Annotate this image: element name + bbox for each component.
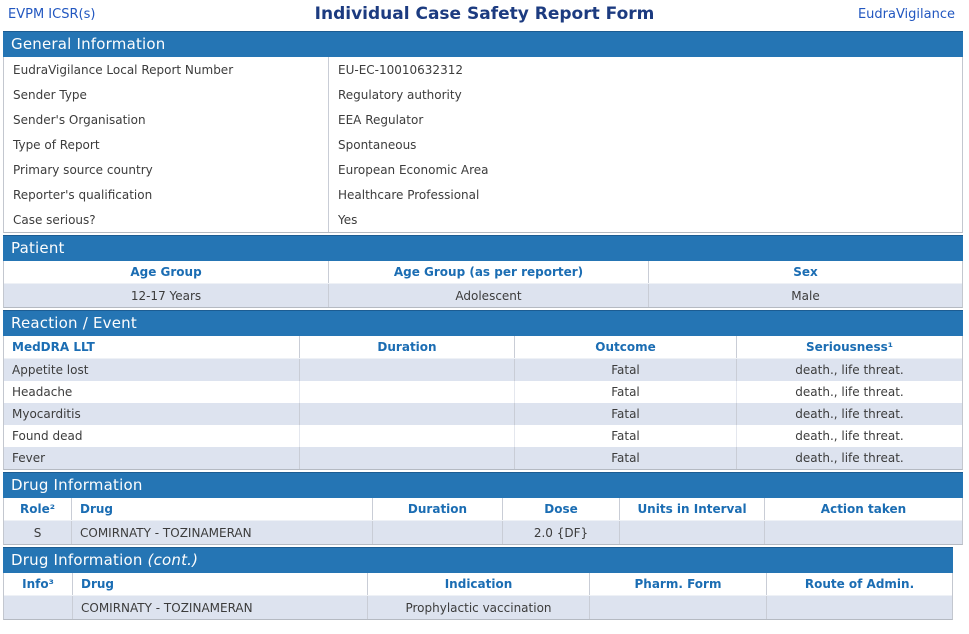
table-row	[4, 107, 962, 132]
duration-value	[372, 521, 502, 544]
pharm-form-value	[589, 596, 766, 619]
section-drug-information-cont	[3, 547, 953, 620]
field-label: Sender's Organisation	[13, 112, 146, 127]
seriousness-value: death., life threat.	[736, 447, 962, 469]
column-header-duration: Duration	[299, 336, 514, 358]
duration-value	[299, 359, 514, 381]
table-row	[4, 157, 962, 182]
column-header-indication: Indication	[367, 573, 589, 595]
indication-value: Prophylactic vaccination	[367, 596, 589, 619]
section-header-patient: Patient	[3, 235, 963, 261]
outcome-value: Fatal	[514, 403, 736, 425]
field-value: EEA Regulator	[328, 107, 962, 132]
outcome-value: Fatal	[514, 381, 736, 403]
reaction-event-table	[3, 336, 963, 470]
field-value: European Economic Area	[328, 157, 962, 182]
column-header-age-group: Age Group	[130, 265, 202, 279]
seriousness-value: death., life threat.	[736, 425, 962, 447]
evpm-icsr-link[interactable]: EVPM ICSR(s)	[8, 7, 96, 22]
units-in-interval-value	[619, 521, 764, 544]
drug-information-table	[3, 498, 963, 545]
seriousness-value: death., life threat.	[736, 403, 962, 425]
field-label: Sender Type	[13, 87, 87, 102]
section-general-information	[3, 31, 963, 233]
column-header-dose: Dose	[502, 498, 619, 520]
column-header-route-of-admin: Route of Admin.	[766, 573, 952, 595]
top-header	[0, 0, 969, 31]
column-header-meddra-llt: MedDRA LLT	[12, 340, 95, 354]
field-value: Healthcare Professional	[328, 182, 962, 207]
field-label: Reporter's qualification	[13, 187, 153, 202]
section-header-drug-information: Drug Information	[3, 472, 963, 498]
eudravigilance-link[interactable]: EudraVigilance	[857, 7, 955, 22]
role-value: S	[33, 525, 42, 540]
column-header-drug: Drug	[71, 498, 372, 520]
drug-name-value: COMIRNATY - TOZINAMERAN	[72, 596, 367, 619]
section-header-reaction-event: Reaction / Event	[3, 310, 963, 336]
column-header-outcome: Outcome	[514, 336, 736, 358]
column-header-age-group-reporter: Age Group (as per reporter)	[328, 261, 648, 283]
table-row	[4, 596, 952, 619]
table-header-row	[4, 573, 952, 596]
route-of-admin-value	[766, 596, 952, 619]
outcome-value: Fatal	[514, 359, 736, 381]
column-header-action-taken: Action taken	[764, 498, 962, 520]
meddra-llt-value: Fever	[12, 451, 46, 465]
section-drug-information	[3, 472, 963, 545]
column-header-duration: Duration	[372, 498, 502, 520]
patient-table	[3, 261, 963, 308]
seriousness-value: death., life threat.	[736, 381, 962, 403]
action-taken-value	[764, 521, 962, 544]
drug-name-value: COMIRNATY - TOZINAMERAN	[71, 521, 372, 544]
dose-value: 2.0 {DF}	[502, 521, 619, 544]
column-header-units-in-interval: Units in Interval	[619, 498, 764, 520]
field-label: Primary source country	[13, 162, 153, 177]
field-label: Type of Report	[13, 137, 100, 152]
table-header-row	[4, 498, 962, 521]
general-information-table	[3, 57, 963, 233]
meddra-llt-value: Myocarditis	[12, 407, 81, 421]
table-row	[4, 57, 962, 82]
section-title-cont: (cont.)	[147, 551, 199, 569]
page-title: Individual Case Safety Report Form	[314, 4, 655, 24]
column-header-sex: Sex	[648, 261, 962, 283]
table-row	[4, 182, 962, 207]
section-header-general-information: General Information	[3, 31, 963, 57]
table-row	[4, 284, 962, 307]
seriousness-value: death., life threat.	[736, 359, 962, 381]
column-header-role: Role²	[20, 502, 55, 516]
field-label: EudraVigilance Local Report Number	[13, 62, 234, 77]
column-header-drug: Drug	[72, 573, 367, 595]
table-header-row	[4, 336, 962, 359]
field-value: Spontaneous	[328, 132, 962, 157]
column-header-info: Info³	[22, 577, 54, 591]
column-header-seriousness: Seriousness¹	[736, 336, 962, 358]
duration-value	[299, 403, 514, 425]
field-value: Regulatory authority	[328, 82, 962, 107]
outcome-value: Fatal	[514, 425, 736, 447]
meddra-llt-value: Found dead	[12, 429, 83, 443]
table-row	[4, 403, 962, 425]
field-value: Yes	[328, 207, 962, 232]
section-patient	[3, 235, 963, 308]
table-row	[4, 447, 962, 469]
drug-information-cont-table	[3, 573, 953, 620]
table-row	[4, 521, 962, 544]
meddra-llt-value: Appetite lost	[12, 363, 89, 377]
section-reaction-event	[3, 310, 963, 470]
age-group-reporter-value: Adolescent	[328, 284, 648, 307]
table-row	[4, 381, 962, 403]
table-header-row	[4, 261, 962, 284]
section-header-drug-information-cont	[3, 547, 953, 573]
duration-value	[299, 381, 514, 403]
duration-value	[299, 447, 514, 469]
column-header-pharm-form: Pharm. Form	[589, 573, 766, 595]
meddra-llt-value: Headache	[12, 385, 73, 399]
field-value: EU-EC-10010632312	[328, 57, 962, 82]
table-row	[4, 207, 962, 232]
table-row	[4, 425, 962, 447]
table-row	[4, 132, 962, 157]
table-row	[4, 359, 962, 381]
age-group-value: 12-17 Years	[130, 288, 202, 303]
info-value	[4, 596, 72, 619]
outcome-value: Fatal	[514, 447, 736, 469]
table-row	[4, 82, 962, 107]
duration-value	[299, 425, 514, 447]
sex-value: Male	[648, 284, 962, 307]
section-title-main: Drug Information	[11, 551, 148, 569]
field-label: Case serious?	[13, 212, 96, 227]
